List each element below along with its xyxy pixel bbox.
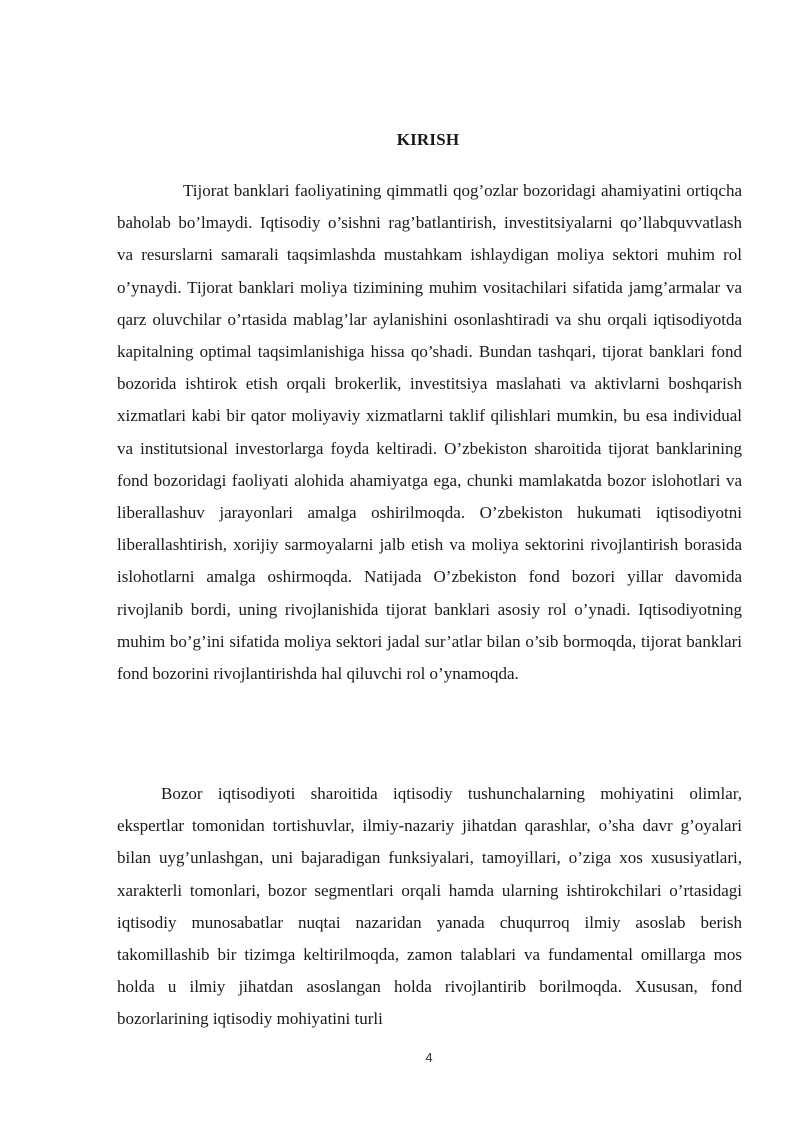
page-number: 4 — [425, 1050, 433, 1065]
body-paragraph-1: Tijorat banklari faoliyatining qimmatli qog’ozlar bozoridagi ahamiyatini ortiqcha baholab bo’lmaydi. Iqtisodiy o’sishni rag’batlantirish, investitsiyalarni qo’llabquvvatlash va resurslarni samarali taqsimlashda mustahkam ishlaydigan moliya sektori muhim rol o’ynaydi. Tijorat banklari moliya tizimining muhim vositachilari sifatida jamg’armalar va qarz oluvchilar o’rtasida mablag’lar aylanishini osonlashtiradi va shu orqali iqtisodiyotda kapitalning optimal taqsimlanishiga hissa qo’shadi. Bundan tashqari, tijorat banklari fond bozorida ishtirok etish orqali brokerlik, investitsiya maslahati va aktivlarni boshqarish xizmatlari kabi bir qator moliyaviy xizmatlarni taklif qilishlari mumkin, bu esa individual va institutsional investorlarga foyda keltiradi. O’zbekiston sharoitida tijorat banklarining fond bozoridagi faoliyati alohida ahamiyatga ega, chunki mamlakatda bozor islohotlari va liberallashuv jarayonlari amalga oshirilmoqda. O’zbekiston hukumati iqtisodiyotni liberallashtirish, xorijiy sarmoyalarni jalb etish va moliya sektorini rivojlantirish borasida islohotlarni amalga oshirmoqda. Natijada O’zbekiston fond bozori yillar davomida rivojlanib bordi, uning rivojlanishida tijorat banklari asosiy rol o’ynadi. Iqtisodiyotning muhim bo’g’ini sifatida moliya sektori jadal sur’atlar bilan o’sib bormoqda, tijorat banklari fond bozorini rivojlantirishda hal qiluvchi rol o’ynamoqda. — [117, 181, 742, 684]
body-paragraph-2: Bozor iqtisodiyoti sharoitida iqtisodiy tushunchalarning mohiyatini olimlar, ekspertlar tomonidan tortishuvlar, ilmiy-nazariy jihatdan qarashlar, o’sha davr g’oyalari bilan uyg’unlashgan, uni bajaradigan funksiyalari, tamoyillari, o’ziga xos xususiyatlari, xarakterli tomonlari, bozor segmentlari orqali hamda ularning ishtirokchilari o’rtasidagi iqtisodiy munosabatlar nuqtai nazaridan yanada chuqurroq ilmiy asoslab berish takomillashib bir tizimga keltirilmoqda, zamon talablari va fundamental omillarga mos holda u ilmiy jihatdan asoslangan holda rivojlantirib borilmoqda. Xususan, fond bozorlarining iqtisodiy mohiyatini turli — [117, 784, 742, 1029]
page-title: KIRISH — [396, 130, 460, 149]
